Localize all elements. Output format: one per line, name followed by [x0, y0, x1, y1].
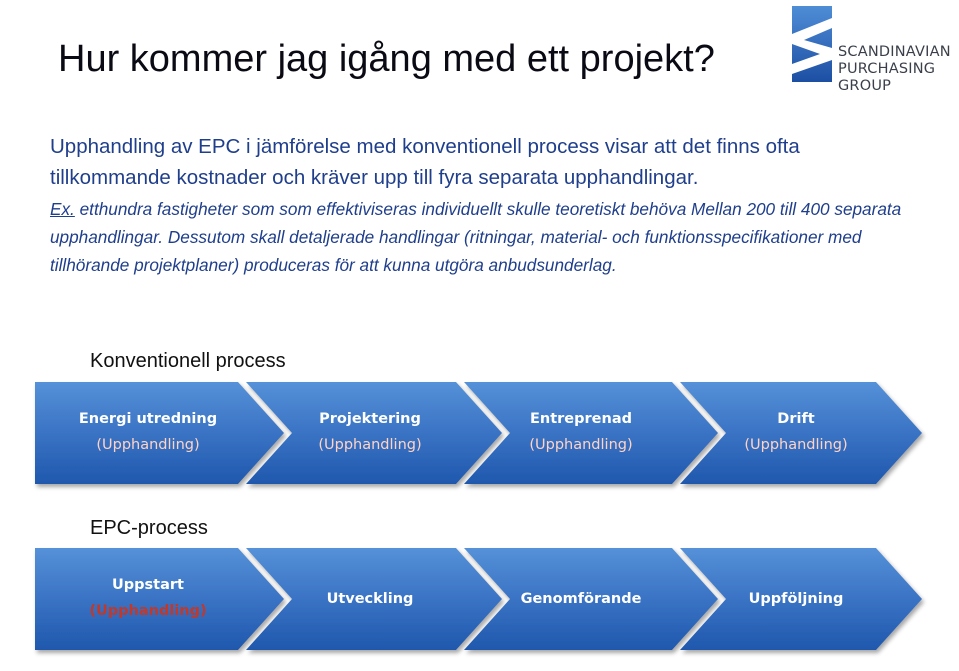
step-genomforande: [481, 586, 681, 612]
step-name: Genomförande: [520, 591, 642, 607]
step-sub: (Upphandling): [89, 603, 207, 619]
conventional-process-label: Konventionell process: [90, 350, 286, 372]
step-entreprenad: [481, 406, 681, 458]
step-name: Uppstart: [112, 577, 184, 593]
step-name: Uppföljning: [748, 591, 844, 607]
step-uppstart: [48, 572, 248, 624]
slide-title: Hur kommer jag igång med ett projekt?: [58, 38, 715, 80]
step-name: Entreprenad: [530, 411, 632, 427]
step-uppfoljning: [696, 586, 896, 612]
step-name: Energi utredning: [78, 411, 218, 427]
example-text: etthundra fastigheter som som effektiviseras individuellt skulle teoretiskt behöva Mellan 200 till 400 separata upphandlingar. Dessutom skall detaljerade handlingar (ritningar, material- och funktionsspecifikationer med tillhörande projektplaner) produceras för att kunna utgöra anbudsunderlag.: [50, 199, 902, 275]
intro-paragraph: Upphandling av EPC i jämförelse med konventionell process visar att det finns ofta tillkommande kostnader och kräver upp till fyra separata upphandlingar.: [50, 135, 800, 189]
step-utveckling: [270, 586, 470, 612]
step-name: Projektering: [319, 411, 421, 427]
step-sub: (Upphandling): [96, 437, 200, 453]
example-label: Ex.: [50, 199, 75, 219]
step-sub: (Upphandling): [318, 437, 422, 453]
epc-process-label: EPC-process: [90, 517, 208, 539]
step-name: Drift: [777, 411, 815, 427]
step-sub: (Upphandling): [529, 437, 633, 453]
step-projektering: [270, 406, 470, 458]
step-name: Utveckling: [326, 591, 414, 607]
step-energi-utredning: [48, 406, 248, 458]
step-sub: (Upphandling): [744, 437, 848, 453]
logo-line-1: SCANDINAVIAN: [838, 44, 951, 60]
logo-line-3: GROUP: [838, 78, 892, 94]
logo-line-2: PURCHASING: [838, 61, 936, 77]
step-drift: [696, 406, 896, 458]
